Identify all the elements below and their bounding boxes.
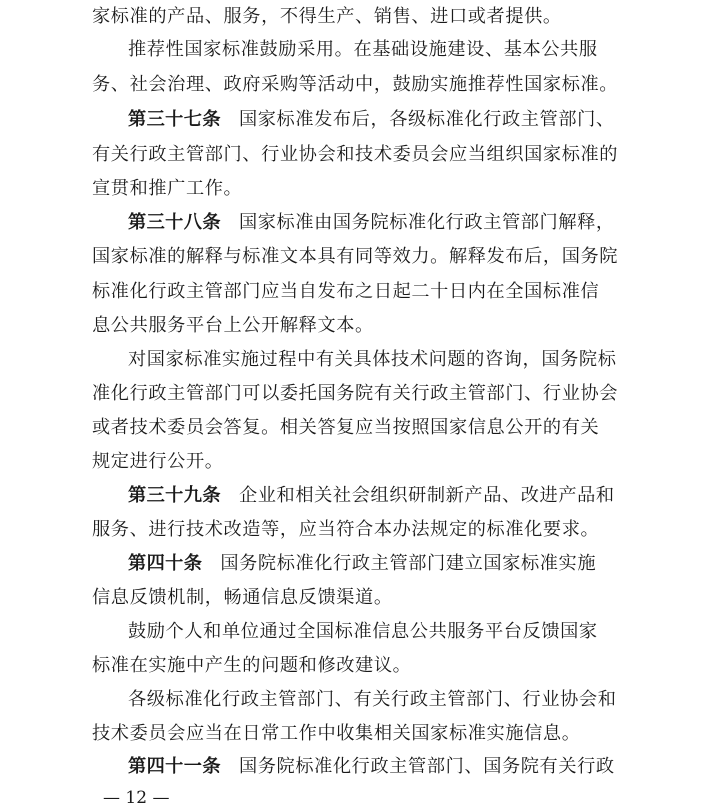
line-text: 国家标准由国务院标准化行政主管部门解释，	[238, 212, 615, 233]
line-text: 标准化行政主管部门应当自发布之日起二十日内在全国标准信	[92, 281, 600, 302]
line-text: 或者技术委员会答复。相关答复应当按照国家信息公开的有关	[92, 417, 600, 438]
line-text: 务、社会治理、政府采购等活动中，鼓励实施推荐性国家标准。	[92, 74, 619, 95]
paragraph-start-line	[92, 615, 662, 649]
text-line	[92, 377, 626, 411]
line-text: 国务院标准化行政主管部门建立国家标准实施	[220, 553, 597, 574]
text-line	[92, 240, 626, 274]
article-number: 第四十一条	[128, 756, 221, 777]
article-number: 第三十九条	[128, 485, 221, 506]
text-line	[92, 0, 626, 34]
text-line	[92, 275, 626, 309]
line-text: 推荐性国家标准鼓励采用。在基础设施建设、基本公共服	[128, 39, 598, 60]
line-text: 服务、进行技术改造等，应当符合本办法规定的标准化要求。	[92, 519, 600, 540]
paragraph-start-line	[92, 683, 662, 717]
article-41-line	[92, 750, 662, 784]
text-line	[92, 581, 626, 615]
text-line	[92, 172, 626, 206]
line-text: 国家标准的解释与标准文本具有同等效力。解释发布后，国务院	[92, 246, 619, 267]
line-text: 准化行政主管部门可以委托国务院有关行政主管部门、行业协会	[92, 383, 619, 404]
article-number: 第四十条	[128, 553, 203, 574]
line-text: 对国家标准实施过程中有关具体技术问题的咨询，国务院标	[128, 349, 617, 370]
article-40-line	[92, 547, 662, 581]
text-line	[92, 411, 626, 445]
article-number: 第三十八条	[128, 212, 221, 233]
text-line	[92, 513, 626, 547]
article-38-line	[92, 206, 662, 240]
text-line	[92, 68, 626, 102]
text-line	[92, 649, 626, 683]
text-line	[92, 717, 626, 751]
line-text: 国家标准发布后，各级标准化行政主管部门、	[238, 109, 615, 130]
line-text: 鼓励个人和单位通过全国标准信息公共服务平台反馈国家	[128, 621, 598, 642]
text-line	[92, 138, 626, 172]
line-text: 各级标准化行政主管部门、有关行政主管部门、行业协会和	[128, 689, 617, 710]
line-text: 企业和相关社会组织研制新产品、改进产品和	[238, 485, 615, 506]
text-line	[92, 309, 626, 343]
line-text: 有关行政主管部门、行业协会和技术委员会应当组织国家标准的	[92, 144, 619, 165]
paragraph-start-line	[92, 33, 662, 67]
line-text: 宣贯和推广工作。	[92, 178, 243, 199]
article-39-line	[92, 479, 662, 513]
article-37-line	[92, 103, 662, 137]
line-text: 规定进行公开。	[92, 451, 224, 472]
paragraph-start-line	[92, 343, 662, 377]
line-text: 国务院标准化行政主管部门、国务院有关行政	[238, 756, 615, 777]
line-text: 息公共服务平台上公开解释文本。	[92, 315, 374, 336]
line-text: 标准在实施中产生的问题和修改建议。	[92, 655, 412, 676]
line-text: 技术委员会应当在日常工作中收集相关国家标准实施信息。	[92, 723, 581, 744]
page-number: — 12 —	[103, 788, 170, 808]
text-line	[92, 445, 626, 479]
line-text: 家标准的产品、服务，不得生产、销售、进口或者提供。	[92, 6, 562, 27]
article-number: 第三十七条	[128, 109, 221, 130]
line-text: 信息反馈机制，畅通信息反馈渠道。	[92, 587, 393, 608]
